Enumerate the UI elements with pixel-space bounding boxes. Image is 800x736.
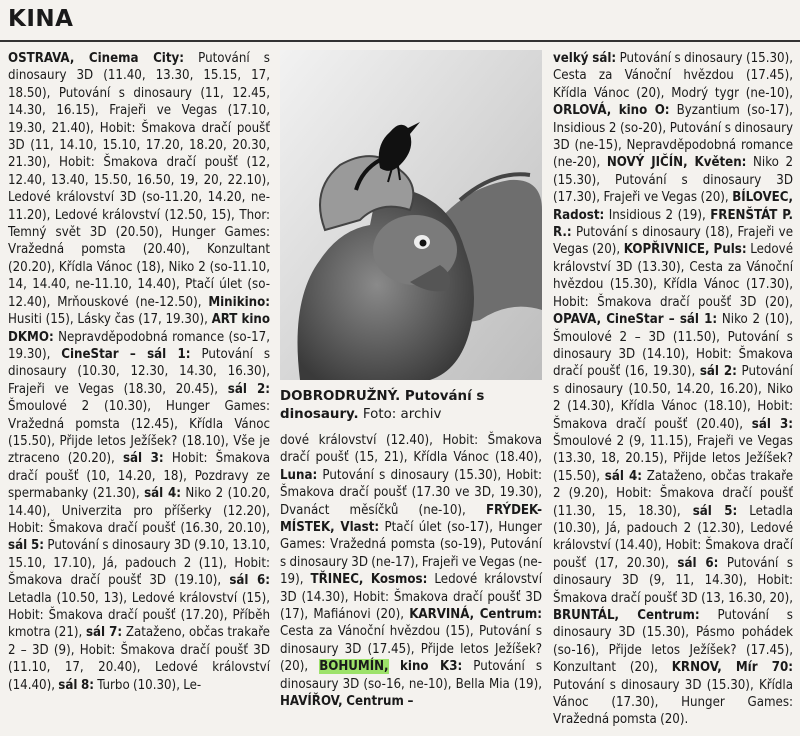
venue-name: KRNOV, Mír 70: bbox=[671, 660, 793, 676]
listing-text-1 bbox=[8, 50, 270, 694]
venue-name: velký sál: bbox=[553, 51, 617, 66]
showtimes-text: Putování s dinosaury 3D (15.30), Křídla Vánoc (17.30), Hunger Games: Vražedná pomsta (20). bbox=[553, 677, 793, 728]
showtimes-text: Putování s dinosaury (10.30, 12.30, 14.30, 16.30), Frajeři ve Vegas (18.30, 20.45), bbox=[8, 346, 271, 397]
venue-name: sál 6: bbox=[677, 555, 719, 571]
venue-name: BRUNTÁL, Centrum: bbox=[553, 608, 700, 623]
showtimes-text: Niko 2 (10), Šmoulové 2 – 3D (11.50), Putování s dinosaury 3D (14.10), Hobit: Šmakova dračí poušť (16, 19.30), bbox=[553, 312, 793, 380]
venue-name: BÍLOVEC, Radost: bbox=[553, 190, 793, 223]
showtimes-text: Šmoulové 2 (9, 11.15), Frajeři ve Vegas (13.30, 18, 20.15), Přijde letos Ježíšek? (15.50), bbox=[553, 433, 793, 484]
venue-name: sál 2: bbox=[227, 381, 270, 397]
dinosaur-photo bbox=[280, 50, 542, 380]
showtimes-text: Niko 2 (15.30), Putování s dinosaury 3D (17.30), Frajeři ve Vegas (20), bbox=[553, 155, 793, 206]
venue-name: sál 3: bbox=[751, 416, 794, 432]
showtimes-text: Letadla (10.30), Já, padouch 2 (12.30), Ledové království (14.40), Hobit: Šmakova dračí poušť (17, 20.30), bbox=[553, 503, 793, 571]
showtimes-text: Šmoulové 2 (10.30), Hunger Games: Vražedná pomsta (12.45), Křídla Vánoc (15.50), Přijde letos Ježíšek? (18.10), Vše je ztraceno (20.20), bbox=[8, 399, 270, 467]
section-header bbox=[0, 0, 800, 42]
venue-name: Luna: bbox=[280, 467, 318, 483]
venue-name: OSTRAVA, Cinema City: bbox=[8, 51, 184, 66]
venue-name: ORLOVÁ, kino O: bbox=[553, 103, 670, 119]
dinosaur-illustration-icon bbox=[280, 50, 542, 380]
venue-name: KARVINÁ, Centrum: bbox=[409, 607, 543, 623]
showtimes-text: Putování s dinosaury (18), Frajeři ve Vegas (20), bbox=[553, 225, 793, 258]
venue-name: OPAVA, CineStar – sál 1: bbox=[553, 312, 718, 328]
showtimes-text: Putování s dinosaury 3D (9.10, 13.10, 15.10, 17.10), Já, padouch 2 (11), Hobit: Šmakova dračí poušť 3D (19.10), bbox=[8, 538, 270, 589]
showtimes-text: Nepravděpodobná romance (so-17, 19.30), bbox=[8, 329, 270, 362]
venue-name: FRENŠTÁT P. R.: bbox=[553, 207, 793, 241]
showtimes-text: Ledové království 3D (14.30), Hobit: Šmakova dračí poušť 3D (17), Mafiánovi (20), bbox=[280, 572, 542, 623]
showtimes-text: Putování s dinosaury (10.50, 14.20, 16.20), Niko 2 (14.30), Křídla Vánoc (18.10), Hobit: Šmakova dračí poušť (20.40), bbox=[553, 364, 793, 432]
caption-credit: Foto: archiv bbox=[358, 407, 442, 422]
showtimes-text: Putování s dinosaury 3D (so-16, ne-10), Bella Mia (19), bbox=[280, 659, 542, 692]
venue-name: CineStar – sál 1: bbox=[61, 346, 191, 362]
showtimes-text: Putování s dinosaury (15.30), Cesta za Vánoční hvězdou (17.45), Křídla Vánoc (20), Modrý tygr (ne-10), bbox=[553, 51, 793, 101]
photo-caption bbox=[280, 388, 542, 424]
venue-name: sál 4: bbox=[604, 468, 642, 484]
venue-name: kino K3: bbox=[388, 659, 463, 675]
showtimes-text: Putování s dinosaury 3D (9, 11, 14.30), Hobit: Šmakova dračí poušť 3D (13, 16.30, 20), bbox=[553, 555, 793, 606]
venue-name: sál 4: bbox=[144, 486, 181, 502]
showtimes-text: Letadla (10.50, 13), Ledové království (15), Hobit: Šmakova dračí poušť (17.20), Příběh kmotra (21), bbox=[8, 590, 270, 641]
section-title: KINA bbox=[8, 6, 74, 32]
showtimes-text: dové království (12.40), Hobit: Šmakova dračí poušť (15, 21), Křídla Vánoc (18.40), bbox=[280, 433, 542, 466]
venue-name: sál 5: bbox=[692, 503, 738, 519]
venue-name: NOVÝ JIČÍN, Květen: bbox=[606, 155, 747, 171]
venue-name: HAVÍŘOV, Centrum – bbox=[280, 694, 414, 710]
showtimes-text: Insidious 2 (19), bbox=[604, 207, 711, 223]
venue-name: KOPŘIVNICE, Puls: bbox=[623, 242, 747, 258]
showtimes-text: Turbo (10.30), Le- bbox=[94, 677, 202, 693]
listing-text-3 bbox=[553, 50, 793, 729]
venue-name: FRÝDEK-MÍSTEK, Vlast: bbox=[280, 502, 542, 536]
listing-text-2 bbox=[280, 432, 542, 711]
venue-name: sál 5: bbox=[8, 538, 44, 554]
venue-name: sál 2: bbox=[699, 364, 737, 380]
showtimes-text: Byzantium (so-17), Insidious 2 (so-20), Putování s dinosaury 3D (ne-15), Nepravděpodobná romance (ne-20), bbox=[553, 103, 793, 171]
showtimes-text: Putování s dinosaury (15.30), Hobit: Šmakova dračí poušť (17.30 ve 3D, 19.30), Dvanáct měsíčků (ne-10), bbox=[280, 467, 542, 518]
listing-column-2 bbox=[280, 432, 542, 711]
venue-name: Minikino: bbox=[208, 294, 270, 310]
venue-name: sál 3: bbox=[122, 451, 164, 467]
showtimes-text: Ptačí úlet (so-17), Hunger Games: Vražedná pomsta (so-19), Putování s dinosaury 3D (ne-17), Frajeři ve Vegas (ne-19), bbox=[280, 520, 542, 588]
showtimes-text: Zataženo, občas trakaře 2 (9.20), Hobit: Šmakova dračí poušť (11.30, 15, 18.30), bbox=[553, 468, 794, 519]
showtimes-text: Hobit: Šmakova dračí poušť (10, 14.20, 18), Pozdravy ze spermabanky (21.30), bbox=[8, 451, 270, 502]
showtimes-text: Niko 2 (10.20, 14.40), Univerzita pro příšerky (12.20), Hobit: Šmakova dračí poušť (16.30, 20.10), bbox=[8, 486, 271, 536]
venue-name: sál 6: bbox=[229, 573, 270, 589]
showtimes-text: Putování s dinosaury 3D (15.30), Pásmo pohádek (so-16), Přijde letos Ježíšek? (17.45), Konzultant (20), bbox=[553, 608, 793, 676]
listing-column-1 bbox=[8, 50, 270, 694]
venue-name: sál 7: bbox=[85, 625, 123, 641]
highlighted-venue-name: BOHUMÍN, bbox=[319, 659, 389, 675]
showtimes-text: Cesta za Vánoční hvězdou (15), Putování s dinosaury 3D (17.45), Přijde letos Ježíšek? (20), bbox=[280, 624, 542, 675]
venue-name: ART kino DKMO: bbox=[8, 312, 271, 345]
venue-name: TŘINEC, Kosmos: bbox=[310, 572, 428, 588]
listing-column-3 bbox=[553, 50, 793, 729]
showtimes-text: Putování s dinosaury 3D (11.40, 13.30, 15.15, 17, 18.50), Putování s dinosaury (11, 12.45, 14.30, 16.15), Frajeři ve Vegas (17.10, 19.30, 21.40), Hobit: Šmakova dračí poušť 3D (11, 14.10, 15.10, 17.20, 18.20, 20.30, 21.30), Hobit: Šmakova dračí poušť (12, 12.40, 13.40, 15.50, 16.50, 19, 20, 22.10), Ledové království 3D (so-11.20, 14.20, ne-11.20), Ledové království (12.50, 15), Thor: Temný svět 3D (20.50), Hunger Games: Vražedná pomsta (20.40), Konzultant (20.20), Křídla Vánoc (18), Niko 2 (so-11.10, 14, 14.40, ne-11.10, 14.40), Ptačí úlet (so-12.40), Mrňouskové (ne-12.50), bbox=[8, 51, 270, 310]
showtimes-text: Husiti (15), Lásky čas (17, 19.30), bbox=[8, 312, 212, 328]
caption-title: DOBRODRUŽNÝ. Putování s dinosaury. bbox=[280, 389, 485, 422]
showtimes-text: Zataženo, občas trakaře 2 – 3D (9), Hobit: Šmakova dračí poušť 3D (11.10, 17, 20.40), Ledové království (14.40), bbox=[8, 625, 270, 693]
showtimes-text: Ledové království 3D (13.30), Cesta za Vánoční hvězdou (15.30), Křídla Vánoc (17.30), Hobit: Šmakova dračí poušť 3D (20), bbox=[553, 242, 794, 310]
venue-name: sál 8: bbox=[58, 677, 95, 693]
